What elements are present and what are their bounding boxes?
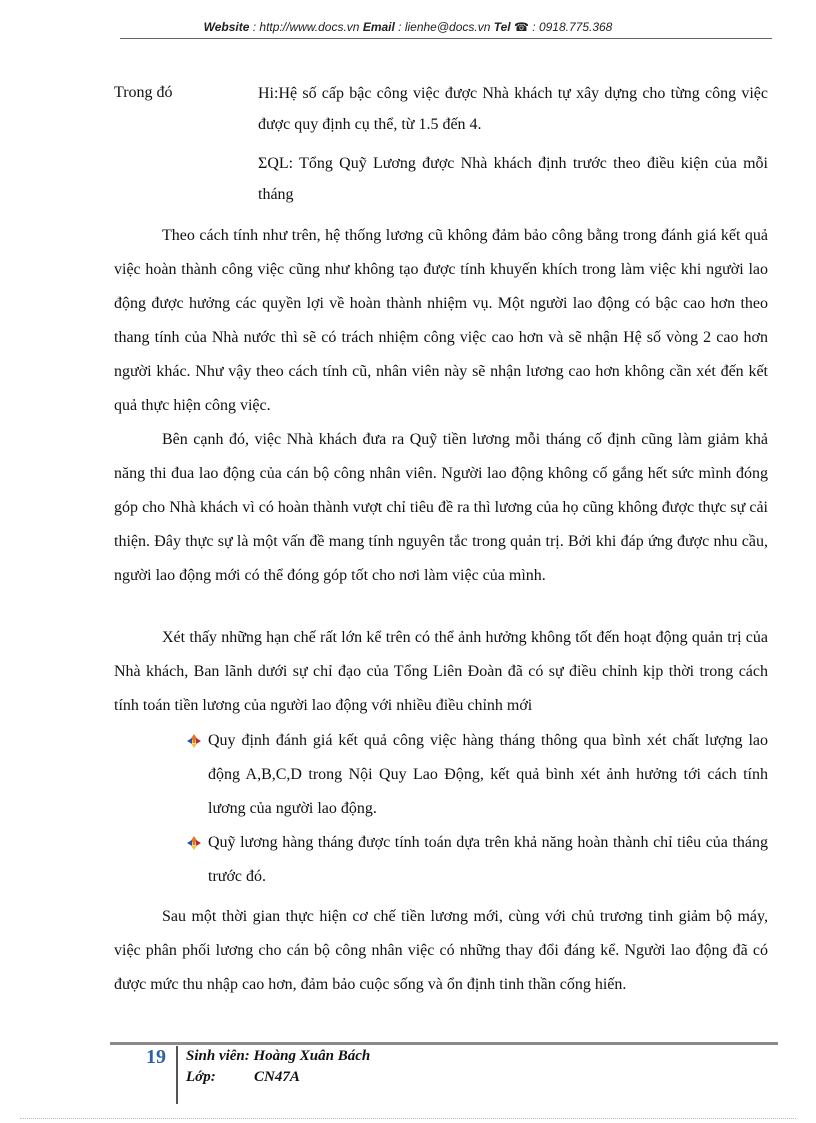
bullet-item — [186, 826, 768, 894]
page-bottom-border — [20, 1118, 796, 1119]
header-rule — [120, 38, 772, 39]
class-label: Lớp: — [186, 1069, 216, 1085]
student-name: Hoàng Xuân Bách — [249, 1048, 371, 1064]
class-value: CN47A — [254, 1069, 300, 1085]
footer-rule — [110, 1042, 778, 1045]
where-item-hi: Hi:Hệ số cấp bậc công việc được Nhà khách tự xây dựng cho từng công việc được quy định cụ thể, từ 1.5 đến 4. — [258, 85, 768, 133]
tel-value: : 0918.775.368 — [528, 20, 613, 34]
student-label: Sinh viên: — [186, 1048, 250, 1064]
website-label: Website — [203, 20, 250, 34]
paragraph: Xét thấy những hạn chế rất lớn kể trên có thể ảnh hưởng không tốt đến hoạt động quản trị của Nhà khách, Ban lãnh dưới sự chỉ đạo của Tổng Liên Đoàn đã có sự điều chỉnh kịp thời trong cách tính toán tiền lương của người lao động với nhiều điều chỉnh mới — [114, 629, 768, 714]
where-label: Trong đó — [114, 84, 173, 101]
email-label: Email — [362, 20, 395, 34]
paragraph: Theo cách tính như trên, hệ thống lương cũ không đảm bảo công bằng trong đánh giá kết quả việc hoàn thành công việc cũng như không tạo được tính khuyến khích trong làm việc khi người lao động được hưởng các quyền lợi về hoàn thành nhiệm vụ. Một người lao động có bậc cao hơn theo thang tính của Nhà nước thì sẽ có trách nhiệm công việc cao hơn và sẽ nhận Hệ số vòng 2 cao hơn người khác. Như vậy theo cách tính cũ, nhân viên này sẽ nhận lương cao hơn không cần xét đến kết quả thực hiện công việc. — [114, 227, 768, 414]
where-item-sql: ΣQL: Tổng Quỹ Lương được Nhà khách định trước theo điều kiện của mỗi tháng — [258, 155, 768, 203]
paragraph: Bên cạnh đó, việc Nhà khách đưa ra Quỹ tiền lương mỗi tháng cố định cũng làm giảm khả năng thi đua lao động của cán bộ công nhân viên. Người lao động không cố gắng hết sức mình đóng góp cho Nhà khách vì có hoàn thành vượt chỉ tiêu đề ra thì lương của họ cũng không được thực sự cải thiện. Đây thực sự là một vấn đề mang tính nguyên tắc trong quản trị. Bởi khi đáp ứng được nhu cầu, người lao động mới có thể đóng góp tốt cho nơi làm việc của mình. — [114, 431, 768, 584]
bullet-text: Quy định đánh giá kết quả công việc hàng tháng thông qua bình xét chất lượng lao động A,B,C,D trong Nội Quy Lao Động, kết quả bình xét ảnh hưởng tới cách tính lương của người lao động. — [208, 732, 768, 817]
website-value: : http://www.docs.vn — [249, 20, 363, 34]
bullet-text: Quỹ lương hàng tháng được tính toán dựa trên khả năng hoàn thành chỉ tiêu của tháng trước đó. — [208, 834, 768, 885]
page-number: 19 — [146, 1046, 166, 1068]
page-header — [0, 20, 816, 34]
tel-label: Tel — [493, 20, 511, 34]
footer-student — [186, 1048, 370, 1065]
email-value: : lienhe@docs.vn — [394, 20, 494, 34]
footer-divider — [176, 1046, 178, 1104]
bullet-item — [186, 724, 768, 826]
arrow-bullet-icon — [186, 835, 202, 851]
paragraph: Sau một thời gian thực hiện cơ chế tiền lương mới, cùng với chủ trương tinh giảm bộ máy, việc phân phối lương cho cán bộ công nhân việc có những thay đổi đáng kể. Người lao động đã có được mức thu nhập cao hơn, đảm bảo cuộc sống và ổn định tinh thần cống hiến. — [114, 908, 768, 993]
arrow-bullet-icon — [186, 733, 202, 749]
phone-icon: ☎ — [513, 20, 529, 34]
